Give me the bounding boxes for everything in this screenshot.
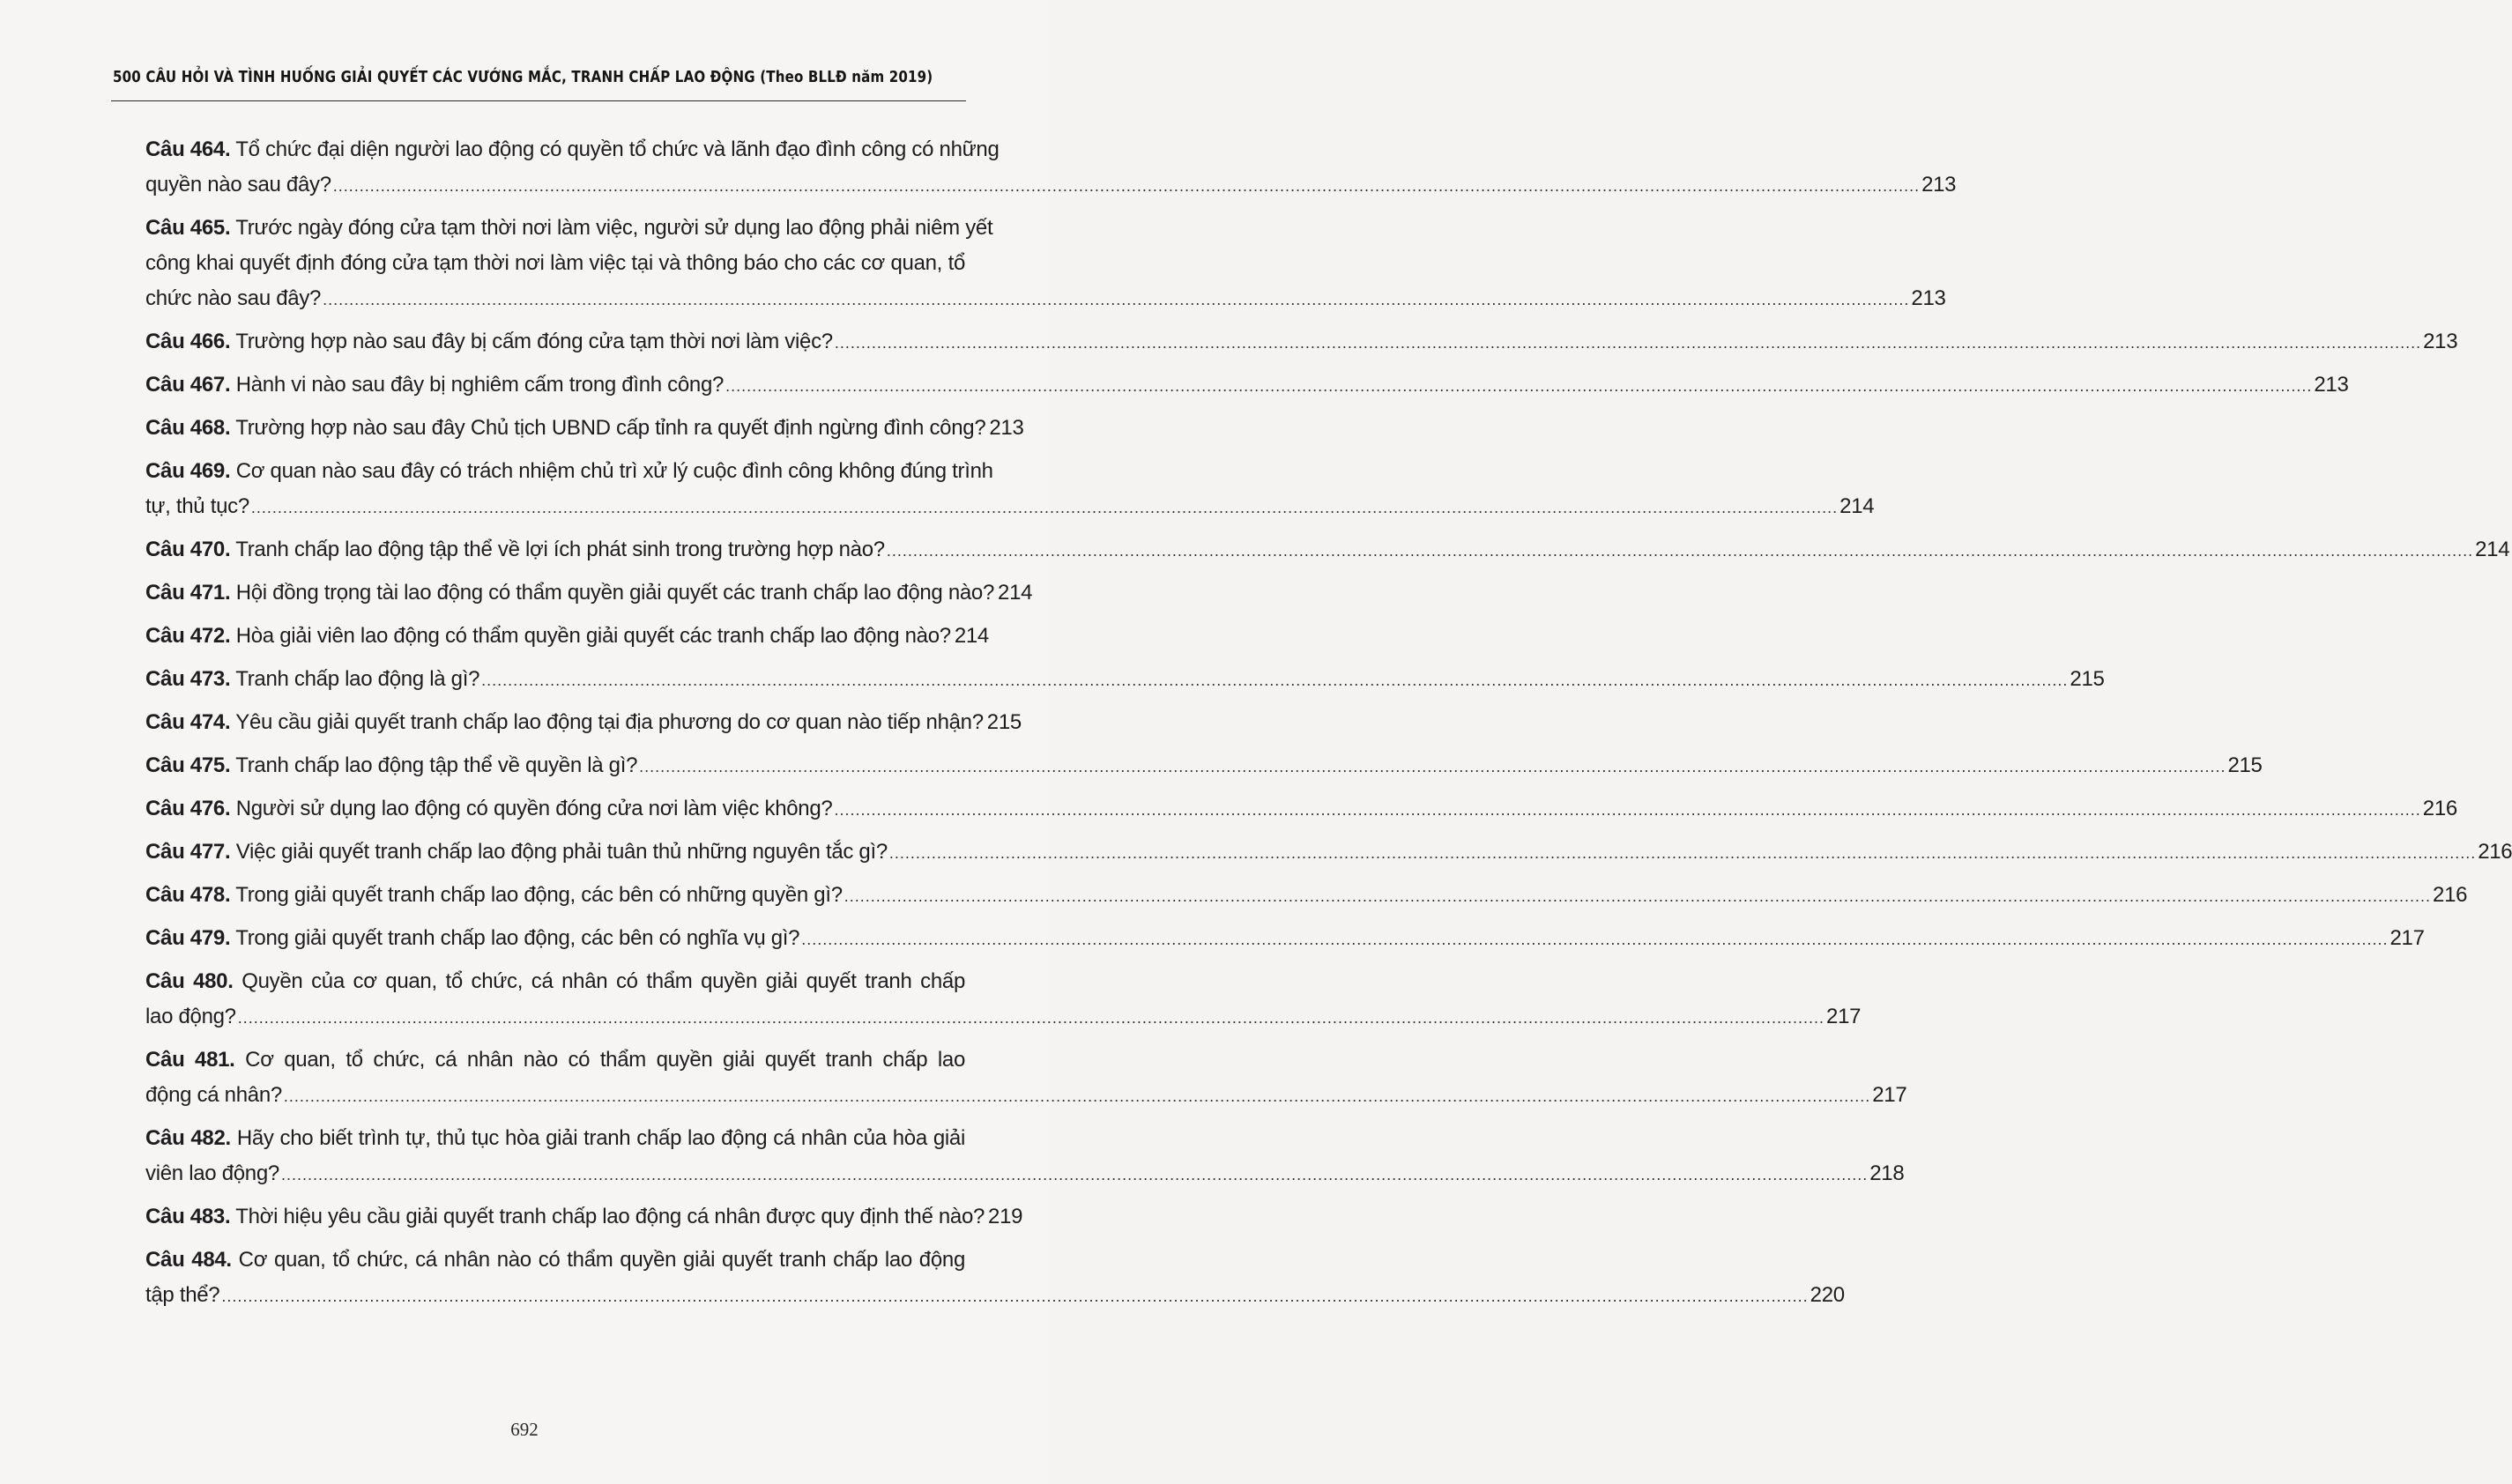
toc-page-number: 217 xyxy=(2389,926,2425,950)
question-text: động cá nhân? xyxy=(145,1083,282,1107)
question-number: Câu 480. xyxy=(145,969,234,993)
question-text: Tổ chức đại diện người lao động có quyền tổ chức và lãnh đạo đình công có những xyxy=(230,137,1000,161)
toc-entry-title xyxy=(145,489,249,524)
dot-leader: ............................................................................................................................................................................................................................................................................................................ xyxy=(886,542,2474,560)
question-number: Câu 466. xyxy=(145,330,231,353)
question-number: Câu 482. xyxy=(145,1126,231,1150)
dot-leader: ............................................................................................................................................................................................................................................................................................................ xyxy=(280,1166,1869,1183)
toc-entry[interactable] xyxy=(145,454,1875,524)
question-text: Cơ quan, tổ chức, cá nhân nào có thẩm quyền giải quyết tranh chấp lao động xyxy=(231,1248,965,1272)
toc-entry[interactable] xyxy=(145,878,2468,913)
question-text: Cơ quan nào sau đây có trách nhiệm chủ trì xử lý cuộc đình công không đúng trình xyxy=(230,459,993,483)
toc-entry-last-line xyxy=(145,748,2263,783)
toc-entry[interactable] xyxy=(145,921,2425,956)
toc-entry[interactable] xyxy=(145,705,1022,740)
question-number: Câu 473. xyxy=(145,667,231,691)
toc-entry[interactable] xyxy=(145,324,2458,360)
toc-entry[interactable] xyxy=(145,835,2512,870)
toc-page-number: 220 xyxy=(1810,1283,1845,1307)
toc-entry-title xyxy=(145,921,799,956)
toc-entry-title xyxy=(145,748,637,783)
page-number: 692 xyxy=(510,1419,539,1440)
dot-leader: ............................................................................................................................................................................................................................................................................................................ xyxy=(221,1287,1809,1305)
question-number: Câu 467. xyxy=(145,373,231,397)
question-text: Quyền của cơ quan, tổ chức, cá nhân có thẩm quyền giải quyết tranh chấp xyxy=(233,969,965,993)
question-number: Câu 475. xyxy=(145,753,231,777)
toc-entry[interactable] xyxy=(145,619,989,654)
toc-entry-last-line xyxy=(145,411,1024,446)
toc-entry-last-line xyxy=(145,1278,1845,1313)
header-rule xyxy=(111,100,966,101)
question-text: Trong giải quyết tranh chấp lao động, các bên có nghĩa vụ gì? xyxy=(230,926,800,950)
toc-page-number: 217 xyxy=(1826,1005,1862,1028)
toc-entry-last-line xyxy=(145,367,2349,403)
dot-leader: ............................................................................................................................................................................................................................................................................................................ xyxy=(834,334,2422,352)
question-number: Câu 478. xyxy=(145,883,231,907)
question-text: Người sử dụng lao động có quyền đóng cửa nơi làm việc không? xyxy=(230,797,833,820)
question-text: quyền nào sau đây? xyxy=(145,173,331,197)
toc-entry-title xyxy=(145,324,833,360)
dot-leader: ............................................................................................................................................................................................................................................................................................................ xyxy=(801,931,2389,948)
dot-leader: ............................................................................................................................................................................................................................................................................................................ xyxy=(725,377,2313,395)
question-number: Câu 471. xyxy=(145,581,231,605)
toc-page-number: 218 xyxy=(1869,1161,1905,1185)
question-number: Câu 465. xyxy=(145,216,231,240)
toc-entry-first-line xyxy=(145,454,993,489)
toc-entry[interactable] xyxy=(145,411,1024,446)
toc-entry-title xyxy=(145,662,479,697)
toc-entry-first-line xyxy=(145,132,1000,167)
toc-entry-title xyxy=(145,835,888,870)
toc-page-number: 213 xyxy=(2423,330,2458,353)
running-header: 500 CÂU HỎI VÀ TÌNH HUỐNG GIẢI QUYẾT CÁC VƯỚNG MẮC, TRANH CHẤP LAO ĐỘNG (Theo BLLĐ năm 2019) xyxy=(113,69,933,86)
toc-entry[interactable] xyxy=(145,748,2263,783)
toc-page-number: 216 xyxy=(2422,797,2457,820)
question-number: Câu 476. xyxy=(145,797,231,820)
toc-page-number: 213 xyxy=(1921,173,1957,197)
toc-entry-title xyxy=(145,367,724,403)
question-text: chức nào sau đây? xyxy=(145,286,322,310)
toc-entry-title xyxy=(145,167,331,203)
toc-entry-title xyxy=(145,1156,279,1191)
toc-page-number: 217 xyxy=(1872,1083,1907,1107)
toc-entry-last-line xyxy=(145,791,2457,827)
toc-entry-last-line xyxy=(145,835,2512,870)
toc-page-number: 215 xyxy=(986,710,1022,734)
toc-entry-title xyxy=(145,532,885,568)
toc-entry[interactable] xyxy=(145,791,2457,827)
question-text: Hãy cho biết trình tự, thủ tục hòa giải tranh chấp lao động cá nhân của hòa giải xyxy=(230,1126,965,1150)
toc-entry-title xyxy=(145,411,985,446)
dot-leader: ............................................................................................................................................................................................................................................................................................................ xyxy=(834,801,2421,819)
question-text: Thời hiệu yêu cầu giải quyết tranh chấp lao động cá nhân được quy định thế nào? xyxy=(230,1205,985,1228)
toc-entry[interactable] xyxy=(145,1199,1023,1235)
toc-entry[interactable] xyxy=(145,132,1957,203)
question-text: tự, thủ tục? xyxy=(145,494,249,518)
toc-entry-last-line xyxy=(145,662,2105,697)
question-text: Tranh chấp lao động là gì? xyxy=(230,667,480,691)
toc-entry[interactable] xyxy=(145,532,2510,568)
toc-entry-last-line xyxy=(145,532,2510,568)
toc-entry-title xyxy=(145,1078,282,1113)
dot-leader: ............................................................................................................................................................................................................................................................................................................ xyxy=(481,672,2069,689)
question-number: Câu 477. xyxy=(145,840,231,864)
question-number: Câu 479. xyxy=(145,926,231,950)
question-text: Tranh chấp lao động tập thể về quyền là gì? xyxy=(230,753,638,777)
question-text: Hòa giải viên lao động có thẩm quyền giải quyết các tranh chấp lao động nào? xyxy=(230,624,951,648)
question-text: Việc giải quyết tranh chấp lao động phải tuân thủ những nguyên tắc gì? xyxy=(230,840,888,864)
toc-entry-title xyxy=(145,575,994,611)
dot-leader: ............................................................................................................................................................................................................................................................................................................ xyxy=(639,758,2226,775)
toc-page-number: 213 xyxy=(1911,286,1946,310)
toc-entry[interactable] xyxy=(145,575,1033,611)
toc-entry-last-line xyxy=(145,705,1022,740)
dot-leader: ............................................................................................................................................................................................................................................................................................................ xyxy=(283,1087,1871,1105)
toc-entry-last-line xyxy=(145,324,2458,360)
question-text: Trường hợp nào sau đây Chủ tịch UBND cấp tỉnh ra quyết định ngừng đình công? xyxy=(230,416,986,440)
toc-entry-title xyxy=(145,878,843,913)
question-text: Trước ngày đóng cửa tạm thời nơi làm việc, người sử dụng lao động phải niêm yết xyxy=(230,216,993,240)
dot-leader: ............................................................................................................................................................................................................................................................................................................ xyxy=(888,844,2477,862)
question-text: Trường hợp nào sau đây bị cấm đóng cửa tạm thời nơi làm việc? xyxy=(230,330,833,353)
toc-entry-last-line xyxy=(145,489,1875,524)
question-number: Câu 472. xyxy=(145,624,231,648)
toc-page-number: 214 xyxy=(2475,538,2510,561)
toc-entry-last-line xyxy=(145,575,1033,611)
question-text: tập thể? xyxy=(145,1283,220,1307)
toc-entry-last-line xyxy=(145,921,2425,956)
toc-entry[interactable] xyxy=(145,1243,1845,1313)
toc-entry-first-line xyxy=(145,1243,965,1278)
question-number: Câu 464. xyxy=(145,137,231,161)
question-number: Câu 484. xyxy=(145,1248,232,1272)
question-text: lao động? xyxy=(145,1005,236,1028)
toc-entry-title xyxy=(145,791,832,827)
question-number: Câu 469. xyxy=(145,459,231,483)
question-number: Câu 468. xyxy=(145,416,231,440)
question-text: Trong giải quyết tranh chấp lao động, các bên có những quyền gì? xyxy=(230,883,843,907)
toc-entry-last-line xyxy=(145,999,1862,1035)
question-number: Câu 481. xyxy=(145,1048,235,1072)
question-text: Hội đồng trọng tài lao động có thẩm quyền giải quyết các tranh chấp lao động nào? xyxy=(230,581,995,605)
toc-page-number: 219 xyxy=(988,1205,1023,1228)
dot-leader: ............................................................................................................................................................................................................................................................................................................ xyxy=(250,499,1839,516)
question-number: Câu 474. xyxy=(145,710,231,734)
question-number: Câu 470. xyxy=(145,538,231,561)
question-text: Tranh chấp lao động tập thể về lợi ích phát sinh trong trường hợp nào? xyxy=(230,538,885,561)
toc-entry-title xyxy=(145,619,951,654)
toc-entry[interactable] xyxy=(145,1043,1907,1113)
dot-leader: ............................................................................................................................................................................................................................................................................................................ xyxy=(332,177,1921,195)
toc-entry-middle-line: công khai quyết định đóng cửa tạm thời nơi làm việc tại và thông báo cho các cơ quan, tổ xyxy=(145,251,965,275)
toc-entry[interactable] xyxy=(145,211,1946,316)
toc-entry-last-line xyxy=(145,281,1946,316)
toc-page-number: 214 xyxy=(1839,494,1875,518)
question-number: Câu 483. xyxy=(145,1205,231,1228)
toc-page-number: 216 xyxy=(2433,883,2468,907)
toc-entry-first-line xyxy=(145,964,965,999)
question-text: viên lao động? xyxy=(145,1161,279,1185)
toc-page-number: 214 xyxy=(998,581,1033,605)
toc-page-number: 213 xyxy=(989,416,1024,440)
toc-page-number: 213 xyxy=(2314,373,2349,397)
toc-page-number: 215 xyxy=(2227,753,2263,777)
toc-entry-title xyxy=(145,999,236,1035)
toc-entry[interactable] xyxy=(145,964,1862,1035)
table-of-contents xyxy=(145,132,2512,1321)
toc-entry[interactable] xyxy=(145,1121,1905,1191)
toc-entry-last-line xyxy=(145,167,1957,203)
toc-page-number: 216 xyxy=(2478,840,2512,864)
toc-entry-title xyxy=(145,1278,219,1313)
toc-page-number: 214 xyxy=(954,624,989,648)
toc-entry-last-line xyxy=(145,878,2468,913)
toc-entry-last-line xyxy=(145,1156,1905,1191)
dot-leader: ............................................................................................................................................................................................................................................................................................................ xyxy=(237,1009,1825,1027)
toc-entry-last-line xyxy=(145,1078,1907,1113)
dot-leader: ............................................................................................................................................................................................................................................................................................................ xyxy=(323,291,1910,308)
toc-entry-first-line xyxy=(145,1121,965,1156)
question-text: Hành vi nào sau đây bị nghiêm cấm trong đình công? xyxy=(230,373,725,397)
toc-entry-last-line xyxy=(145,1199,1023,1235)
toc-entry-title xyxy=(145,281,321,316)
toc-entry[interactable] xyxy=(145,367,2349,403)
dot-leader: ............................................................................................................................................................................................................................................................................................................ xyxy=(844,887,2432,905)
toc-entry-first-line xyxy=(145,211,993,246)
question-text: Cơ quan, tổ chức, cá nhân nào có thẩm quyền giải quyết tranh chấp lao xyxy=(234,1048,965,1072)
toc-entry-first-line xyxy=(145,1043,965,1078)
toc-entry-title xyxy=(145,705,984,740)
toc-entry-title xyxy=(145,1199,985,1235)
toc-entry-last-line xyxy=(145,619,989,654)
question-text: Yêu cầu giải quyết tranh chấp lao động tại địa phương do cơ quan nào tiếp nhận? xyxy=(230,710,984,734)
toc-page-number: 215 xyxy=(2070,667,2105,691)
toc-entry[interactable] xyxy=(145,662,2105,697)
